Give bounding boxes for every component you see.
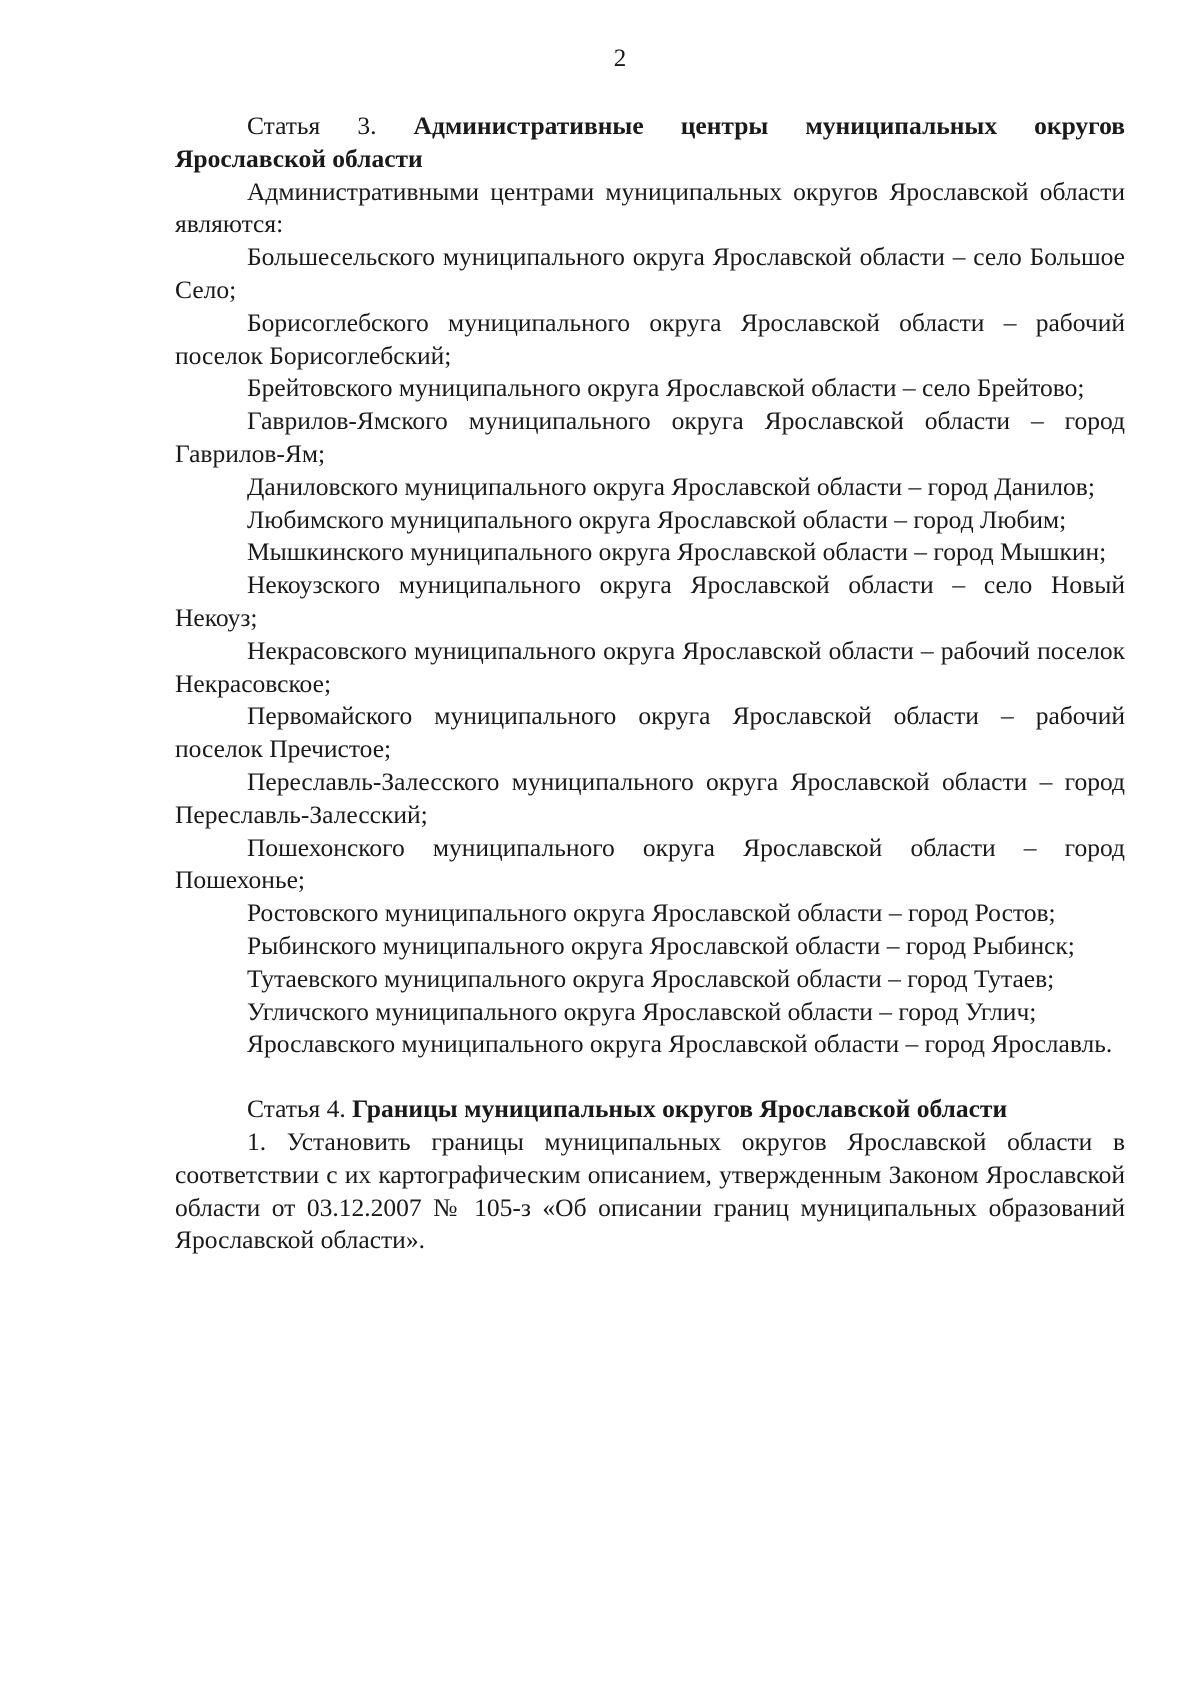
list-item: Даниловского муниципального округа Ярославской области – город Данилов; xyxy=(247,471,1095,501)
list-item: Большесельского муниципального округа Ярославской области – село Большое Село; xyxy=(175,242,1125,304)
article-3-title xyxy=(175,110,1125,176)
list-item: Некоузского муниципального округа Ярославской области – село Новый Некоуз; xyxy=(175,570,1125,632)
list-item: Борисоглебского муниципального округа Ярославской области – рабочий поселок Борисоглебский; xyxy=(175,307,1125,370)
list-item: Первомайского муниципального округа Ярославской области – рабочий поселок Пречистое; xyxy=(175,701,1125,764)
article-3-label: Статья 3. xyxy=(247,111,377,140)
article-3-intro: Административными центрами муниципальных округов Ярославской области являются: xyxy=(175,176,1125,239)
article-4-label: Статья 4. xyxy=(247,1094,346,1124)
article-3-heading: Административные центры муниципальных округов Ярославской области xyxy=(175,111,1126,173)
list-item: Переславль-Залесского муниципального округа Ярославской области – город Переславль-Залесский; xyxy=(175,766,1125,829)
list-item: Гаврилов-Ямского муниципального округа Ярославской области – город Гаврилов-Ям; xyxy=(175,406,1125,468)
article-3 xyxy=(175,110,1125,1061)
document-body xyxy=(175,110,1125,1257)
list-item: Тутаевского муниципального округа Ярославской области – город Тутаев; xyxy=(247,963,1055,993)
list-item: Любимского муниципального округа Ярославской области – город Любим; xyxy=(247,504,1067,534)
list-item: Угличского муниципального округа Ярославской области – город Углич; xyxy=(247,996,1037,1026)
article-4-title xyxy=(175,1093,1125,1126)
list-item: Ярославского муниципального округа Ярославской области – город Ярославль. xyxy=(247,1029,1113,1059)
list-item: Некрасовского муниципального округа Ярославской области – рабочий поселок Некрасовское; xyxy=(175,635,1125,698)
list-item: Ростовского муниципального округа Ярославской области – город Ростов; xyxy=(247,898,1056,928)
list-item: Брейтовского муниципального округа Ярославской области – село Брейтово; xyxy=(247,373,1085,403)
article-4-paragraph-1: 1. Установить границы муниципальных округов Ярославской области в соответствии с их картографическим описанием, утвержденным Законом Ярославской области от 03.12.2007 № 105-з «Об описании границ муниципальных образований Ярославской области». xyxy=(175,1126,1125,1255)
article-4 xyxy=(175,1093,1125,1257)
page-number: 2 xyxy=(613,45,627,72)
list-item: Пошехонского муниципального округа Ярославской области – город Пошехонье; xyxy=(175,832,1125,895)
list-item: Рыбинского муниципального округа Ярославской области – город Рыбинск; xyxy=(247,930,1075,960)
article-4-heading: Границы муниципальных округов Ярославской области xyxy=(352,1094,1008,1124)
list-item: Мышкинского муниципального округа Ярославской области – город Мышкин; xyxy=(247,537,1107,567)
